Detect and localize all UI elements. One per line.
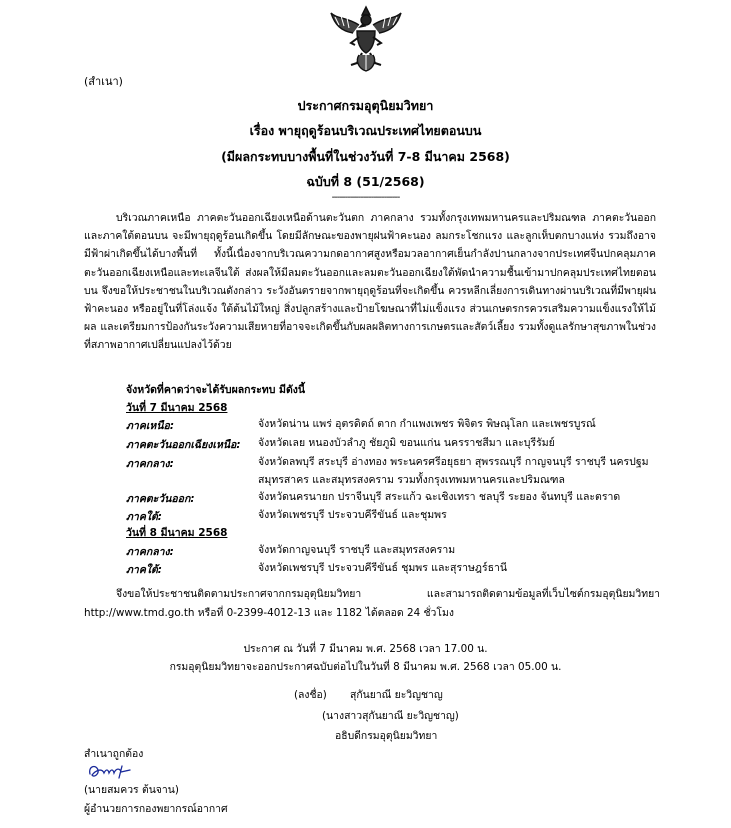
next-issue-note: กรมอุตุนิยมวิทยาจะออกประกาศฉบับต่อไปในวันที่ 8 มีนาคม พ.ศ. 2568 เวลา 05.00 น. bbox=[169, 661, 562, 673]
affected-title: จังหวัดที่คาดว่าจะได้รับผลกระทบ มีดังนี้ bbox=[126, 384, 306, 396]
announced-date: ประกาศ ณ วันที่ 7 มีนาคม พ.ศ. 2568 เวลา 17.00 น. bbox=[243, 643, 488, 655]
day1-region-provinces: จังหวัดเพชรบุรี ประจวบคีรีขันธ์ และชุมพร bbox=[258, 509, 447, 521]
follow-notice: จึงขอให้ประชาชนติดตามประกาศจากกรมอุตุนิยมวิทยา และสามารถติดตามข้อมูลที่เว็บไซต์กรมอุตุนิยมวิทยา http://www.tmd.go.th หรือที่ 0-2399-4012-13 และ 1182 ได้ตลอด 24 ชั่วโมง bbox=[84, 588, 660, 619]
day2-region-label: ภาคกลาง: bbox=[126, 546, 174, 558]
signatory-name: สุกันยาณี ยะวิญชาญ bbox=[350, 689, 443, 701]
impact-period: (มีผลกระทบบางพื้นที่ในช่วงวันที่ 7-8 มีนาคม 2568) bbox=[221, 149, 510, 164]
day1-region-provinces: จังหวัดลพบุรี สระบุรี อ่างทอง พระนครศรีอยุธยา สุพรรณบุรี กาญจนบุรี ราชบุรี นครปฐม สมุทรสาคร และสมุทรสงคราม รวมทั้งกรุงเทพมหานครและปริมณฑล bbox=[258, 456, 649, 486]
certifier-name: (นายสมควร ต้นจาน) bbox=[84, 784, 179, 796]
certifier-title: ผู้อำนวยการกองพยากรณ์อากาศ bbox=[84, 803, 228, 815]
day1-region-provinces: จังหวัดน่าน แพร่ อุตรดิตถ์ ตาก กำแพงเพชร พิจิตร พิษณุโลก และเพชรบูรณ์ bbox=[258, 418, 596, 430]
day2-region-label: ภาคใต้: bbox=[126, 564, 162, 576]
body-paragraph: บริเวณภาคเหนือ ภาคตะวันออกเฉียงเหนือด้านตะวันตก ภาคกลาง รวมทั้งกรุงเทพมหานครและปริมณฑล ภาคตะวันออกและภาคใต้ตอนบน จะมีพายุฤดูร้อนเกิดขึ้น โดยมีลักษณะของพายุฝนฟ้าคะนอง ลมกระโชกแรง และลูกเห็บตกบางแห่ง รวมถึงอาจมีฟ้าผ่าเกิดขึ้นได้บางพื้นที่ ทั้งนี้เนื่องจากบริเวณความกดอากาศสูงหรือมวลอากาศเย็นกำลังปานกลางจากประเทศจีนปกคลุมภาคตะวันออกเฉียงเหนือและทะเลจีนใต้ ส่งผลให้มีลมตะวันออกและลมตะวันออกเฉียงใต้พัดนำความชื้นเข้ามาปกคลุมประเทศไทยตอนบน จึงขอให้ประชาชนในบริเวณดังกล่าว ระวังอันตรายจากพายุฤดูร้อนที่จะเกิดขึ้น ควรหลีกเลี่ยงการเดินทางผ่านบริเวณที่มีพายุฝนฟ้าคะนอง หรืออยู่ในที่โล่งแจ้ง ใต้ต้นไม้ใหญ่ สิ่งปลูกสร้างและป้ายโฆษณาที่ไม่แข็งแรง ส่วนเกษตรกรควรเสริมความแข็งแรงให้ไม้ผล และเตรียมการป้องกันระวังความเสียหายที่อาจจะเกิดขึ้นกับผลผลิตทางการเกษตรและสัตว์เลี้ยง รวมทั้งดูแลรักษาสุขภาพในช่วงที่สภาพอากาศเปลี่ยนแปลงไว้ด้วย bbox=[84, 212, 656, 352]
signatory-full-name: (นางสาวสุกันยาณี ยะวิญชาญ) bbox=[322, 710, 459, 722]
day1-region-label: ภาคตะวันออก: bbox=[126, 493, 195, 505]
issuer-title: ประกาศกรมอุตุนิยมวิทยา bbox=[297, 98, 434, 113]
separator-line: -------------------------- bbox=[331, 192, 400, 203]
day1-label: วันที่ 7 มีนาคม 2568 bbox=[126, 402, 228, 414]
day1-region-label: ภาคเหนือ: bbox=[126, 420, 175, 432]
day1-region-label: ภาคตะวันออกเฉียงเหนือ: bbox=[126, 439, 241, 451]
handwritten-signature bbox=[86, 760, 134, 782]
day2-region-provinces: จังหวัดเพชรบุรี ประจวบคีรีขันธ์ ชุมพร และสุราษฎร์ธานี bbox=[258, 562, 508, 574]
garuda-emblem-icon bbox=[329, 3, 403, 73]
copy-mark: (สำเนา) bbox=[84, 75, 123, 88]
day1-region-provinces: จังหวัดนครนายก ปราจีนบุรี สระแก้ว ฉะเชิงเทรา ชลบุรี ระยอง จันทบุรี และตราด bbox=[258, 491, 621, 503]
day1-region-label: ภาคกลาง: bbox=[126, 458, 174, 470]
signatory-title: อธิบดีกรมอุตุนิยมวิทยา bbox=[335, 730, 438, 742]
day1-region-provinces: จังหวัดเลย หนองบัวลำภู ชัยภูมิ ขอนแก่น นครราชสีมา และบุรีรัมย์ bbox=[258, 437, 555, 449]
subject-title: เรื่อง พายุฤดูร้อนบริเวณประเทศไทยตอนบน bbox=[249, 123, 482, 138]
day2-label: วันที่ 8 มีนาคม 2568 bbox=[126, 527, 228, 539]
certified-label: สำเนาถูกต้อง bbox=[84, 748, 144, 760]
day1-region-label: ภาคใต้: bbox=[126, 511, 162, 523]
signed-prefix: (ลงชื่อ) bbox=[294, 689, 327, 701]
day2-region-provinces: จังหวัดกาญจนบุรี ราชบุรี และสมุทรสงคราม bbox=[258, 544, 456, 556]
issue-number: ฉบับที่ 8 (51/2568) bbox=[306, 174, 425, 189]
